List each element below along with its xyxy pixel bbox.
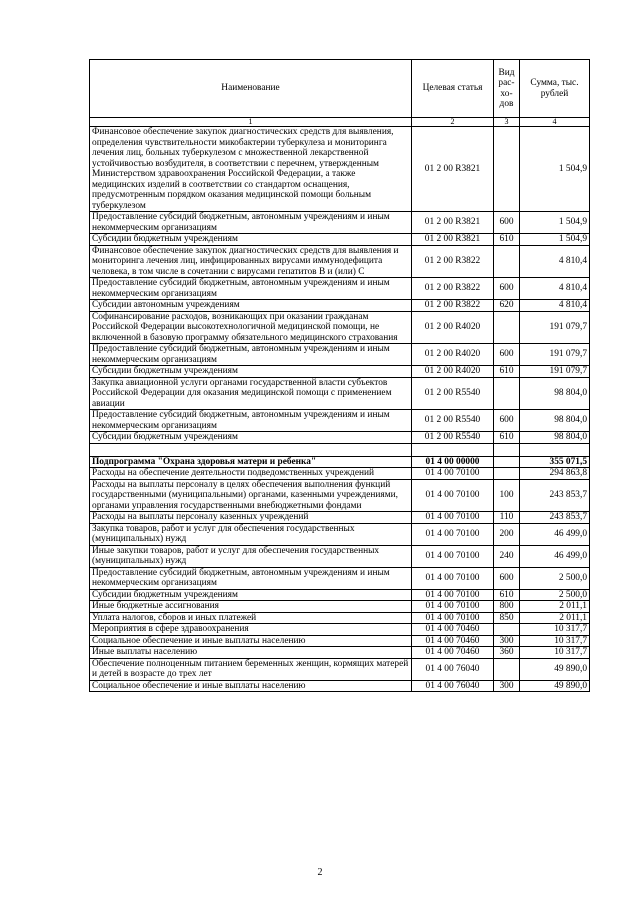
cell-sum: 10 317,7: [520, 635, 590, 647]
cell-name: Мероприятия в сфере здравоохранения: [90, 624, 412, 636]
cell-code: 01 4 00 70100: [412, 612, 494, 624]
cell-name: Субсидии бюджетным учреждениям: [90, 589, 412, 601]
cell-sum: 2 011,1: [520, 601, 590, 613]
cell-sum: 243 853,7: [520, 512, 590, 524]
table-row: [90, 647, 590, 659]
cell-name: Закупка товаров, работ и услуг для обеспечения государственных (муниципальных) нужд: [90, 523, 412, 545]
cell-sum: 243 853,7: [520, 479, 590, 512]
cell-kind: 620: [494, 300, 520, 312]
cell-kind: [494, 624, 520, 636]
cell-kind: 240: [494, 545, 520, 567]
cell-sum: 294 863,8: [520, 468, 590, 480]
cell-name: Предоставление субсидий бюджетным, автономным учреждениям и иным некоммерческим организациям: [90, 567, 412, 589]
cell-code: 01 2 00 R4020: [412, 344, 494, 366]
column-number: 1: [90, 118, 412, 127]
table-row: [90, 212, 590, 234]
cell-name: Субсидии бюджетным учреждениям: [90, 366, 412, 378]
cell-code: 01 2 00 R3822: [412, 300, 494, 312]
column-number: 4: [520, 118, 590, 127]
cell-sum: 1 504,9: [520, 234, 590, 246]
cell-kind: 850: [494, 612, 520, 624]
cell-kind: 300: [494, 635, 520, 647]
cell-name: Закупка авиационной услуги органами государственной власти субъектов Российской Федерации для оказания медицинской помощи с применением авиации: [90, 377, 412, 410]
cell-kind: 200: [494, 523, 520, 545]
table-row: [90, 410, 590, 432]
cell-sum: 2 011,1: [520, 612, 590, 624]
cell-sum: 10 317,7: [520, 624, 590, 636]
cell-code: 01 4 00 70460: [412, 624, 494, 636]
cell-code: 01 2 00 R3822: [412, 245, 494, 278]
cell-code: 01 4 00 76040: [412, 658, 494, 680]
table-row: [90, 624, 590, 636]
cell-kind: [494, 377, 520, 410]
cell-code: 01 2 00 R3821: [412, 212, 494, 234]
cell-name: Подпрограмма "Охрана здоровья матери и ребенка": [90, 456, 412, 468]
table-row: [90, 545, 590, 567]
cell-code: 01 2 00 R5540: [412, 377, 494, 410]
cell-code: 01 4 00 00000: [412, 456, 494, 468]
cell-name: Предоставление субсидий бюджетным, автономным учреждениям и иным некоммерческим организациям: [90, 212, 412, 234]
cell-sum: 4 810,4: [520, 245, 590, 278]
header-name: Наименование: [90, 60, 412, 118]
cell-code: 01 2 00 R5540: [412, 410, 494, 432]
page-number: 2: [317, 867, 323, 878]
cell-name: Иные выплаты населению: [90, 647, 412, 659]
cell-sum: 49 890,0: [520, 658, 590, 680]
cell-code: 01 4 00 70100: [412, 567, 494, 589]
table-row: [90, 479, 590, 512]
cell-sum: 10 317,7: [520, 647, 590, 659]
table-row: [90, 234, 590, 246]
cell-kind: 300: [494, 680, 520, 692]
cell-kind: [494, 658, 520, 680]
cell-kind: 110: [494, 512, 520, 524]
cell-sum: 4 810,4: [520, 278, 590, 300]
table-body: [90, 127, 590, 692]
cell-kind: 610: [494, 234, 520, 246]
cell-code: 01 4 00 70100: [412, 468, 494, 480]
cell-name: Уплата налогов, сборов и иных платежей: [90, 612, 412, 624]
cell-kind: 600: [494, 212, 520, 234]
cell-kind: 360: [494, 647, 520, 659]
cell-code: 01 2 00 R4020: [412, 366, 494, 378]
cell-sum: 49 890,0: [520, 680, 590, 692]
column-number: 3: [494, 118, 520, 127]
cell-code: 01 4 00 70100: [412, 512, 494, 524]
cell-kind: 610: [494, 366, 520, 378]
table-row: [90, 523, 590, 545]
cell-kind: [494, 468, 520, 480]
cell-code: [412, 443, 494, 456]
cell-name: Финансовое обеспечение закупок диагностических средств для выявления и мониторинга лечения лиц, инфицированных вирусами иммунодефицита человека, в том числе в сочетании с вирусами гепатитов B и (или) C: [90, 245, 412, 278]
header-code: Целевая статья: [412, 60, 494, 118]
cell-code: 01 4 00 70100: [412, 589, 494, 601]
table-row: [90, 658, 590, 680]
cell-sum: 191 079,7: [520, 344, 590, 366]
table-row: [90, 680, 590, 692]
cell-code: 01 4 00 70100: [412, 479, 494, 512]
table-row: [90, 512, 590, 524]
table-row: [90, 344, 590, 366]
cell-sum: 191 079,7: [520, 366, 590, 378]
cell-name: [90, 443, 412, 456]
cell-kind: [494, 127, 520, 212]
cell-kind: 100: [494, 479, 520, 512]
table-row: [90, 366, 590, 378]
cell-name: Предоставление субсидий бюджетным, автономным учреждениям и иным некоммерческим организациям: [90, 344, 412, 366]
cell-name: Субсидии бюджетным учреждениям: [90, 234, 412, 246]
cell-name: Расходы на выплаты персоналу казенных учреждений: [90, 512, 412, 524]
table-header-row: [90, 60, 590, 118]
table-row: [90, 432, 590, 444]
cell-sum: 2 500,0: [520, 589, 590, 601]
table-row: [90, 443, 590, 456]
cell-sum: 2 500,0: [520, 567, 590, 589]
cell-name: Предоставление субсидий бюджетным, автономным учреждениям и иным некоммерческим организациям: [90, 410, 412, 432]
cell-sum: 4 810,4: [520, 300, 590, 312]
cell-code: 01 4 00 70100: [412, 601, 494, 613]
table-row: [90, 589, 590, 601]
cell-name: Финансовое обеспечение закупок диагностических средств для выявления, определения чувствительности микобактерии туберкулеза и мониторинга лечения лиц, больных туберкулезом с множественной лекарственной устойчивостью возбудителя, в соответствии с перечнем, утвержденным Министерством здравоохранения Российской Федерации, а также медицинских изделий в соответствии со стандартом оснащения, предусмотренным порядком оказания медицинской помощи больным туберкулезом: [90, 127, 412, 212]
table-row: [90, 468, 590, 480]
cell-name: Субсидии автономным учреждениям: [90, 300, 412, 312]
budget-table: [89, 59, 590, 692]
cell-sum: 98 804,0: [520, 377, 590, 410]
cell-sum: 355 071,5: [520, 456, 590, 468]
cell-sum: 98 804,0: [520, 432, 590, 444]
cell-name: Иные бюджетные ассигнования: [90, 601, 412, 613]
cell-kind: 600: [494, 278, 520, 300]
cell-sum: [520, 443, 590, 456]
cell-code: 01 4 00 70460: [412, 635, 494, 647]
cell-code: 01 2 00 R3821: [412, 234, 494, 246]
table-row: [90, 635, 590, 647]
cell-name: Расходы на выплаты персоналу в целях обеспечения выполнения функций государственными (муниципальными) органами, казенными учреждениями, органами управления государственными внебюджетными фондами: [90, 479, 412, 512]
cell-name: Социальное обеспечение и иные выплаты населению: [90, 635, 412, 647]
cell-name: Предоставление субсидий бюджетным, автономным учреждениям и иным некоммерческим организациям: [90, 278, 412, 300]
cell-code: 01 4 00 70100: [412, 545, 494, 567]
cell-sum: 191 079,7: [520, 311, 590, 344]
cell-code: 01 4 00 70460: [412, 647, 494, 659]
cell-kind: 610: [494, 589, 520, 601]
header-sum: Сумма, тыс. рублей: [520, 60, 590, 118]
cell-code: 01 2 00 R3822: [412, 278, 494, 300]
cell-name: Социальное обеспечение и иные выплаты населению: [90, 680, 412, 692]
cell-name: Субсидии бюджетным учреждениям: [90, 432, 412, 444]
cell-kind: 600: [494, 410, 520, 432]
cell-kind: 600: [494, 567, 520, 589]
cell-code: 01 4 00 76040: [412, 680, 494, 692]
cell-kind: 800: [494, 601, 520, 613]
cell-kind: [494, 311, 520, 344]
column-number-row: [90, 118, 590, 127]
table-row: [90, 612, 590, 624]
cell-code: 01 2 00 R4020: [412, 311, 494, 344]
cell-sum: 1 504,9: [520, 127, 590, 212]
header-kind: Вид рас-хо-дов: [494, 60, 520, 118]
cell-kind: [494, 456, 520, 468]
table-row: [90, 245, 590, 278]
cell-code: 01 4 00 70100: [412, 523, 494, 545]
cell-sum: 46 499,0: [520, 523, 590, 545]
cell-name: Софинансирование расходов, возникающих при оказании гражданам Российской Федерации высокотехнологичной медицинской помощи, не включенной в базовую программу обязательного медицинского страхования: [90, 311, 412, 344]
cell-code: 01 2 00 R5540: [412, 432, 494, 444]
cell-sum: 1 504,9: [520, 212, 590, 234]
table-row: [90, 127, 590, 212]
table-row: [90, 278, 590, 300]
table-row: [90, 601, 590, 613]
cell-code: 01 2 00 R3821: [412, 127, 494, 212]
cell-name: Расходы на обеспечение деятельности подведомственных учреждений: [90, 468, 412, 480]
cell-sum: 46 499,0: [520, 545, 590, 567]
table-row: [90, 377, 590, 410]
table-row: [90, 311, 590, 344]
cell-name: Иные закупки товаров, работ и услуг для обеспечения государственных (муниципальных) нужд: [90, 545, 412, 567]
table-row: [90, 567, 590, 589]
cell-kind: 600: [494, 344, 520, 366]
cell-kind: [494, 443, 520, 456]
cell-name: Обеспечение полноценным питанием беременных женщин, кормящих матерей и детей в возрасте до трех лет: [90, 658, 412, 680]
cell-sum: 98 804,0: [520, 410, 590, 432]
table-row: [90, 300, 590, 312]
column-number: 2: [412, 118, 494, 127]
table-row: [90, 456, 590, 468]
cell-kind: 610: [494, 432, 520, 444]
cell-kind: [494, 245, 520, 278]
